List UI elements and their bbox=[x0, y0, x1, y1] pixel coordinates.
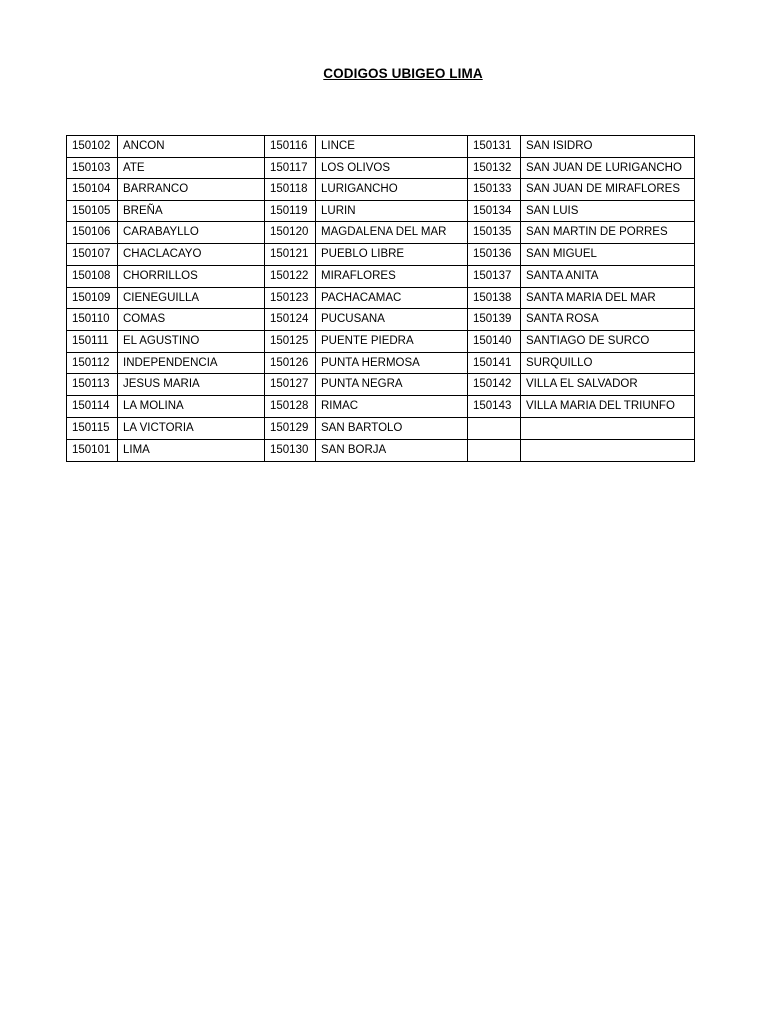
district-name: INDEPENDENCIA bbox=[118, 353, 265, 374]
district-name: LINCE bbox=[316, 136, 468, 158]
district-name: PUEBLO LIBRE bbox=[316, 244, 468, 266]
district-name: PUENTE PIEDRA bbox=[316, 331, 468, 353]
table-row bbox=[67, 244, 695, 266]
district-name: LA VICTORIA bbox=[118, 418, 265, 440]
district-name: JESUS MARIA bbox=[118, 374, 265, 396]
ubigeo-code: 150102 bbox=[67, 136, 118, 158]
ubigeo-code: 150119 bbox=[265, 201, 316, 222]
ubigeo-code: 150142 bbox=[468, 374, 521, 396]
ubigeo-code: 150139 bbox=[468, 309, 521, 331]
ubigeo-code: 150114 bbox=[67, 396, 118, 418]
ubigeo-code: 150126 bbox=[265, 353, 316, 374]
district-name: ANCON bbox=[118, 136, 265, 158]
district-name: SAN JUAN DE LURIGANCHO bbox=[521, 158, 695, 179]
ubigeo-code: 150117 bbox=[265, 158, 316, 179]
district-name: BARRANCO bbox=[118, 179, 265, 201]
ubigeo-code: 150112 bbox=[67, 353, 118, 374]
district-name: RIMAC bbox=[316, 396, 468, 418]
district-name: SAN JUAN DE MIRAFLORES bbox=[521, 179, 695, 201]
district-name: SANTA ROSA bbox=[521, 309, 695, 331]
ubigeo-code: 150134 bbox=[468, 201, 521, 222]
table-row bbox=[67, 418, 695, 440]
district-name bbox=[521, 440, 695, 462]
table-row bbox=[67, 179, 695, 201]
ubigeo-code: 150130 bbox=[265, 440, 316, 462]
district-name: PUNTA HERMOSA bbox=[316, 353, 468, 374]
district-name: LURIGANCHO bbox=[316, 179, 468, 201]
ubigeo-table bbox=[66, 135, 695, 462]
ubigeo-code: 150105 bbox=[67, 201, 118, 222]
district-name: VILLA MARIA DEL TRIUNFO bbox=[521, 396, 695, 418]
table-row bbox=[67, 396, 695, 418]
ubigeo-code: 150125 bbox=[265, 331, 316, 353]
ubigeo-code: 150104 bbox=[67, 179, 118, 201]
district-name: VILLA EL SALVADOR bbox=[521, 374, 695, 396]
ubigeo-code: 150129 bbox=[265, 418, 316, 440]
ubigeo-code: 150127 bbox=[265, 374, 316, 396]
page-title: CODIGOS UBIGEO LIMA bbox=[323, 66, 483, 81]
ubigeo-code: 150118 bbox=[265, 179, 316, 201]
table-row bbox=[67, 266, 695, 288]
ubigeo-code: 150132 bbox=[468, 158, 521, 179]
district-name: CARABAYLLO bbox=[118, 222, 265, 244]
ubigeo-code: 150113 bbox=[67, 374, 118, 396]
district-name bbox=[521, 418, 695, 440]
ubigeo-code: 150116 bbox=[265, 136, 316, 158]
district-name: LIMA bbox=[118, 440, 265, 462]
ubigeo-code: 150137 bbox=[468, 266, 521, 288]
district-name: ATE bbox=[118, 158, 265, 179]
ubigeo-code: 150135 bbox=[468, 222, 521, 244]
table-row bbox=[67, 374, 695, 396]
table-row bbox=[67, 288, 695, 309]
ubigeo-code: 150121 bbox=[265, 244, 316, 266]
ubigeo-code: 150115 bbox=[67, 418, 118, 440]
ubigeo-code: 150110 bbox=[67, 309, 118, 331]
district-name: SAN LUIS bbox=[521, 201, 695, 222]
ubigeo-code: 150109 bbox=[67, 288, 118, 309]
district-name: LOS OLIVOS bbox=[316, 158, 468, 179]
district-name: LURIN bbox=[316, 201, 468, 222]
district-name: SAN BORJA bbox=[316, 440, 468, 462]
district-name: COMAS bbox=[118, 309, 265, 331]
district-name: SANTIAGO DE SURCO bbox=[521, 331, 695, 353]
district-name: SANTA ANITA bbox=[521, 266, 695, 288]
ubigeo-code: 150108 bbox=[67, 266, 118, 288]
table-row bbox=[67, 440, 695, 462]
district-name: EL AGUSTINO bbox=[118, 331, 265, 353]
table-row bbox=[67, 309, 695, 331]
district-name: SURQUILLO bbox=[521, 353, 695, 374]
district-name: CHACLACAYO bbox=[118, 244, 265, 266]
ubigeo-code: 150103 bbox=[67, 158, 118, 179]
table-row bbox=[67, 136, 695, 158]
district-name: SAN BARTOLO bbox=[316, 418, 468, 440]
table-row bbox=[67, 158, 695, 179]
ubigeo-code: 150124 bbox=[265, 309, 316, 331]
ubigeo-code: 150128 bbox=[265, 396, 316, 418]
district-name: PUCUSANA bbox=[316, 309, 468, 331]
district-name: SAN MIGUEL bbox=[521, 244, 695, 266]
table-row bbox=[67, 331, 695, 353]
ubigeo-code: 150140 bbox=[468, 331, 521, 353]
ubigeo-code: 150107 bbox=[67, 244, 118, 266]
ubigeo-code: 150123 bbox=[265, 288, 316, 309]
district-name: CHORRILLOS bbox=[118, 266, 265, 288]
ubigeo-code: 150120 bbox=[265, 222, 316, 244]
table-row bbox=[67, 353, 695, 374]
district-name: SANTA MARIA DEL MAR bbox=[521, 288, 695, 309]
ubigeo-code: 150111 bbox=[67, 331, 118, 353]
table-row bbox=[67, 201, 695, 222]
ubigeo-code bbox=[468, 440, 521, 462]
ubigeo-code: 150141 bbox=[468, 353, 521, 374]
district-name: CIENEGUILLA bbox=[118, 288, 265, 309]
district-name: MAGDALENA DEL MAR bbox=[316, 222, 468, 244]
district-name: PACHACAMAC bbox=[316, 288, 468, 309]
ubigeo-code: 150138 bbox=[468, 288, 521, 309]
district-name: PUNTA NEGRA bbox=[316, 374, 468, 396]
district-name: BREÑA bbox=[118, 201, 265, 222]
ubigeo-code: 150131 bbox=[468, 136, 521, 158]
district-name: SAN ISIDRO bbox=[521, 136, 695, 158]
ubigeo-code: 150122 bbox=[265, 266, 316, 288]
district-name: LA MOLINA bbox=[118, 396, 265, 418]
ubigeo-code: 150143 bbox=[468, 396, 521, 418]
ubigeo-code: 150106 bbox=[67, 222, 118, 244]
district-name: SAN MARTIN DE PORRES bbox=[521, 222, 695, 244]
ubigeo-code: 150136 bbox=[468, 244, 521, 266]
table-row bbox=[67, 222, 695, 244]
district-name: MIRAFLORES bbox=[316, 266, 468, 288]
ubigeo-code: 150133 bbox=[468, 179, 521, 201]
ubigeo-code: 150101 bbox=[67, 440, 118, 462]
ubigeo-code bbox=[468, 418, 521, 440]
